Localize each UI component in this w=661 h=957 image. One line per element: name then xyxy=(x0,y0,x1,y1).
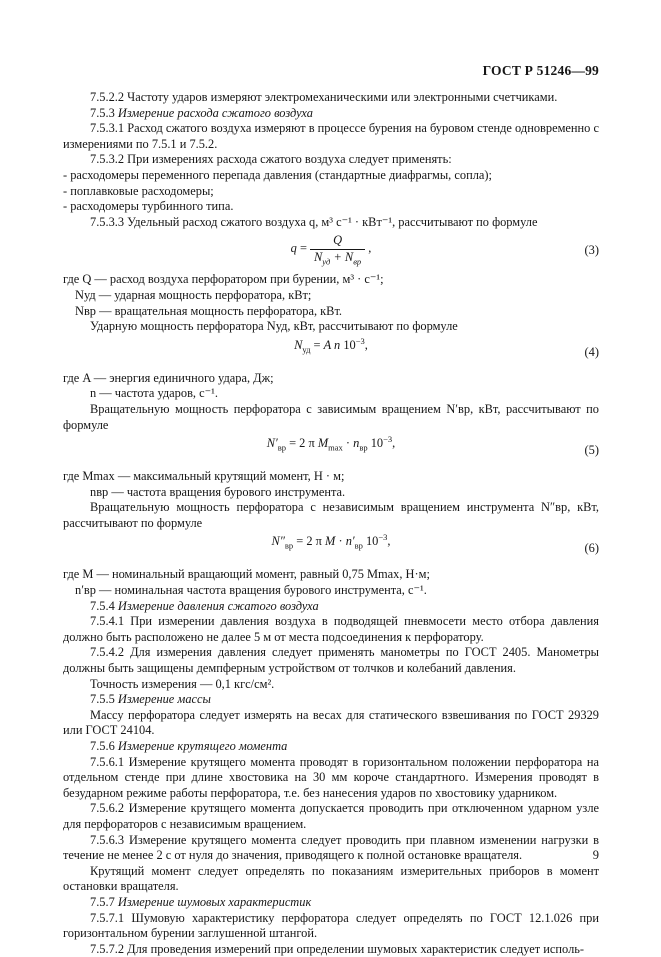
page-header: ГОСТ Р 51246—99 xyxy=(482,63,599,78)
heading-7-5-6: 7.5.6 Измерение крутящего момента xyxy=(90,739,288,753)
paragraph-7-5-6-2: 7.5.6.2 Измерение крутящего момента допускается проводить при отключенном ударном узле для перфораторов с независимым вращением. xyxy=(63,801,599,831)
list-item: - расходомеры переменного перепада давления (стандартные диафрагмы, сопла); xyxy=(63,167,492,182)
paragraph-7-5-3-2: 7.5.3.2 При измерениях расхода сжатого воздуха следует применять: xyxy=(90,152,452,167)
heading-7-5-7: 7.5.7 Измерение шумовых характеристик xyxy=(90,894,312,909)
paragraph-7-5-6-3: 7.5.6.3 Измерение крутящего момента следует проводить при плавном изменении нагрузки в течение не менее 2 с от нуля до значения, приводящего к полной остановке вращателя. xyxy=(63,832,599,863)
formula-3-number: (3) xyxy=(584,243,599,258)
heading-7-5-5: 7.5.5 Измерение массы xyxy=(90,692,211,707)
formula-4-expression: $N_{уд} = A$ n $10^{-3}$, xyxy=(294,335,368,355)
definition-line: n′вр — номинальная частота вращения бурового инструмента, с⁻¹. xyxy=(75,583,427,598)
page-content xyxy=(63,90,599,957)
list-item: - поплавковые расходомеры; xyxy=(63,183,214,198)
paragraph-7-5-6-1: 7.5.6.1 Измерение крутящего момента проводят в горизонтальном положении перфоратора на отдельном стенде при длине хвостовика на 30 мм короче стандартного. Измерения проводят в безударном режиме работы перфоратора, т.е. без нанесения ударов по хвостовику ударником. xyxy=(63,754,599,800)
formula-6-expression: $N''_{вр} = 2$ π $M \cdot n'_{вр}$ $10^{-3}$, xyxy=(271,532,391,551)
formula-3-expression: q = $\frac{Q}{N_{уд} + N_{вр}}$ , xyxy=(290,233,372,267)
definition-line: где Q — расход воздуха перфоратором при бурении, м³ · с⁻¹; xyxy=(63,272,384,287)
formula-4-number: (4) xyxy=(584,344,599,359)
paragraph-7-5-3-1: 7.5.3.1 Расход сжатого воздуха измеряют в процессе бурения на буровом стенде одновременно с измерениями по 7.5.1 и 7.5.2. xyxy=(63,121,599,151)
paragraph-7-5-5: Массу перфоратора следует измерять на весах для статического взвешивания по ГОСТ 29329 или ГОСТ 24104. xyxy=(63,707,599,738)
heading-number: 7.5.3 xyxy=(90,105,118,120)
formula-6 xyxy=(63,534,599,564)
list-item: - расходомеры турбинного типа. xyxy=(63,199,234,214)
formula-6-number: (6) xyxy=(584,541,599,556)
heading-title: Измерение расхода сжатого воздуха xyxy=(117,105,313,120)
heading-7-5-4: 7.5.4 Измерение давления сжатого воздуха xyxy=(90,598,319,613)
definition-line: n — частота ударов, с⁻¹. xyxy=(90,386,218,401)
definition-line: где M — номинальный вращающий момент, равный 0,75 Mmax, Н·м; xyxy=(63,567,430,582)
definition-line: где A — энергия единичного удара, Дж; xyxy=(63,370,274,385)
formula-5-expression: $N'_{вр} = 2$ π $M_{max} \cdot n_{вр}$ $10^{-3}$, xyxy=(266,433,396,453)
paragraph-formula-6-intro: Вращательную мощность перфоратора с независимым вращением инструмента N″вр, кВт, рассчитывают по формуле xyxy=(63,500,599,530)
formula-5-number: (5) xyxy=(584,443,599,458)
paragraph-7-5-4-2: 7.5.4.2 Для измерения давления следует применять манометры по ГОСТ 2405. Манометры должны быть защищены демпферным устройством от толчков и колебаний давления. xyxy=(63,645,599,676)
formula-4 xyxy=(63,335,599,368)
formula-5 xyxy=(63,433,599,466)
paragraph-torque-reading: Крутящий момент следует определять по показаниям измерительных приборов в момент остановки вращателя. xyxy=(63,863,599,894)
page-number: 9 xyxy=(592,848,599,862)
heading-7-5-3 xyxy=(63,106,599,122)
paragraph-formula-4-intro: Ударную мощность перфоратора Nуд, кВт, рассчитывают по формуле xyxy=(90,319,458,334)
paragraph-7-5-2-2: 7.5.2.2 Частоту ударов измеряют электромеханическими или электронными счетчиками. xyxy=(90,90,558,104)
definition-line: nвр — частота вращения бурового инструмента. xyxy=(90,484,346,499)
formula-3 xyxy=(63,233,599,269)
definition-line: Nвр — вращательная мощность перфоратора, кВт. xyxy=(75,303,343,318)
paragraph-7-5-7-1: 7.5.7.1 Шумовую характеристику перфоратора следует определять по ГОСТ 12.1.026 при горизонтальном бурении заглушенной штангой. xyxy=(63,910,599,941)
paragraph-formula-5-intro: Вращательную мощность перфоратора с зависимым вращением N′вр, кВт, рассчитывают по формуле xyxy=(63,401,599,432)
paragraph-7-5-4-1: 7.5.4.1 При измерении давления воздуха в подводящей пневмосети место отбора давления должно быть расположено не далее 5 м от места подсоединения к перфоратору. xyxy=(63,614,599,644)
definition-line: Nуд — ударная мощность перфоратора, кВт; xyxy=(75,287,312,302)
paragraph-7-5-7-2: 7.5.7.2 Для проведения измерений при определении шумовых характеристик следует исполь- xyxy=(90,941,585,956)
definition-line: где Mmax — максимальный крутящий момент, Н · м; xyxy=(63,469,345,484)
paragraph-accuracy: Точность измерения — 0,1 кгс/см². xyxy=(90,676,275,691)
paragraph-7-5-3-3: 7.5.3.3 Удельный расход сжатого воздуха q, м³ с⁻¹ · кВт⁻¹, рассчитывают по формуле xyxy=(90,214,538,229)
